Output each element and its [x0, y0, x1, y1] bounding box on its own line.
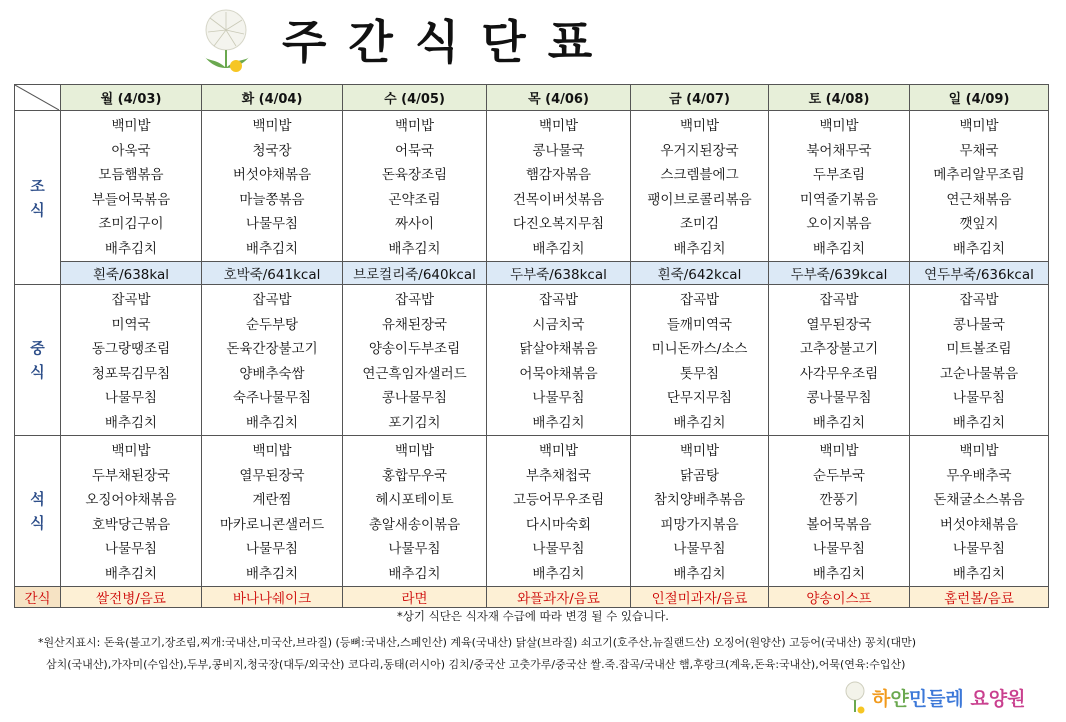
menu-item: 잡곡밥: [959, 292, 999, 308]
menu-item: 버섯야채볶음: [232, 167, 312, 183]
menu-item: 배추김치: [104, 240, 158, 257]
menu-item: 배추김치: [104, 565, 158, 582]
menu-item: 총알새송이볶음: [368, 516, 461, 533]
menu-item: 연근흑임자샐러드: [362, 365, 467, 382]
menu-item: 오징어야채볶음: [85, 492, 177, 508]
menu-item: 배추김치: [532, 565, 585, 582]
menu-item: 모듬햄볶음: [98, 167, 164, 183]
menu-item: 오이지볶음: [806, 216, 872, 232]
menu-item: 배추김치: [388, 240, 441, 257]
menu-item: 백미밥: [819, 443, 859, 459]
breakfast-label-cell: [15, 111, 61, 285]
weekly-menu-table: [14, 84, 1049, 608]
menu-item: 배추김치: [673, 414, 726, 431]
menu-item: 볼어묵볶음: [806, 516, 872, 533]
menu-item: 나물무침: [104, 390, 158, 406]
day-header: 화 (4/04): [202, 85, 343, 111]
dinner-cell: [910, 436, 1049, 587]
header: [0, 0, 1066, 80]
menu-item: 배추김치: [388, 565, 441, 582]
lunch-label-cell: [15, 285, 61, 436]
breakfast-cell: [487, 111, 631, 262]
dinner-label-cell: [15, 436, 61, 587]
menu-item: 순두부탕: [245, 316, 299, 333]
snack-cell: 바나나쉐이크: [202, 587, 343, 608]
menu-item: 동그랑땡조림: [91, 341, 171, 357]
menu-item: 팽이브로콜리볶음: [647, 191, 752, 208]
corner-cell: [15, 85, 61, 111]
menu-item: 백미밥: [111, 443, 151, 459]
menu-item: 배추김치: [245, 565, 299, 582]
day-header: 목 (4/06): [487, 85, 631, 111]
menu-item: 배추김치: [812, 565, 866, 582]
menu-item: 조미김구이: [98, 216, 164, 232]
snack-cell: 와플과자/음료: [487, 587, 631, 608]
porridge-cell: 브로컬리죽/640kcal: [343, 262, 487, 285]
breakfast-cell: [769, 111, 910, 262]
menu-item: 미니돈까스/소스: [651, 341, 748, 357]
menu-item: 부추채첩국: [525, 467, 592, 484]
menu-item: 북어채무국: [806, 142, 872, 159]
menu-item: 열무된장국: [239, 467, 305, 484]
menu-item: 배추김치: [952, 414, 1006, 431]
menu-item: 연근채볶음: [946, 191, 1012, 208]
menu-item: 잡곡밥: [394, 292, 435, 308]
menu-item: 나물무침: [388, 541, 441, 557]
porridge-cell: 호박죽/641kcal: [202, 262, 343, 285]
breakfast-label: 조 식: [30, 176, 45, 219]
snack-cell: 양송이스프: [769, 587, 910, 608]
menu-item: 백미밥: [538, 443, 579, 459]
menu-item: 건목이버섯볶음: [512, 191, 605, 208]
menu-item: 백미밥: [538, 118, 579, 134]
menu-item: 나물무침: [812, 541, 866, 557]
menu-item: 참치양배추볶음: [653, 492, 746, 508]
menu-item: 배추김치: [104, 414, 158, 431]
menu-item: 배추김치: [245, 414, 299, 431]
menu-item: 사각무우조림: [799, 365, 879, 382]
menu-item: 나물무침: [673, 541, 726, 557]
menu-item: 배추김치: [812, 414, 866, 431]
day-header-row: [15, 85, 1049, 111]
menu-item: 백미밥: [959, 443, 999, 459]
menu-item: 미역국: [111, 316, 151, 333]
menu-item: 돈채굴소스볶음: [933, 492, 1025, 508]
menu-item: 백미밥: [819, 118, 859, 134]
menu-item: 배추김치: [812, 240, 866, 257]
menu-item: 배추김치: [952, 565, 1006, 582]
menu-item: 배추김치: [673, 240, 726, 257]
menu-item: 메추리알무조림: [933, 167, 1025, 183]
menu-item: 마카로니콘샐러드: [219, 516, 325, 533]
menu-item: 잡곡밥: [252, 292, 292, 308]
lunch-cell: [631, 285, 769, 436]
menu-item: 배추김치: [532, 414, 585, 431]
menu-item: 배추김치: [673, 565, 726, 582]
page-title: 주간식단표: [282, 15, 615, 69]
menu-item: 백미밥: [394, 118, 435, 134]
menu-item: 우거지된장국: [660, 142, 739, 159]
breakfast-cell: [910, 111, 1049, 262]
dinner-cell: [487, 436, 631, 587]
menu-item: 배추김치: [532, 240, 585, 257]
menu-item: 숙주나물무침: [232, 390, 312, 406]
snack-row: [15, 587, 1049, 608]
menu-item: 아욱국: [111, 142, 151, 159]
day-header: 토 (4/08): [769, 85, 910, 111]
menu-item: 미트볼조림: [946, 341, 1012, 357]
menu-item: 다진오복지무침: [512, 216, 605, 232]
menu-item: 고순나물볶음: [939, 365, 1019, 382]
menu-item: 헤시포테이토: [375, 492, 454, 508]
menu-item: 나물무침: [952, 390, 1006, 406]
porridge-cell: 연두부죽/636kcal: [910, 262, 1049, 285]
menu-item: 양송이두부조림: [368, 341, 461, 357]
dinner-label: 석 식: [30, 490, 45, 532]
breakfast-cell: [202, 111, 343, 262]
menu-item: 부들어묵볶음: [91, 191, 171, 208]
menu-item: 호박당근볶음: [91, 516, 171, 533]
menu-item: 나물무침: [245, 541, 299, 557]
menu-item: 유채된장국: [381, 316, 448, 333]
dinner-row: [15, 436, 1049, 587]
snack-cell: 인절미과자/음료: [631, 587, 769, 608]
porridge-row: [15, 262, 1049, 285]
menu-item: 마늘쫑볶음: [239, 191, 305, 208]
menu-item: 나물무침: [532, 390, 585, 406]
menu-item: 콩나물무침: [381, 390, 448, 406]
menu-item: 나물무침: [104, 541, 158, 557]
menu-item: 무채국: [959, 142, 999, 159]
snack-cell: 라면: [343, 587, 487, 608]
dandelion-small-icon: [840, 680, 870, 714]
menu-item: 무우배추국: [946, 467, 1012, 484]
menu-item: 계란찜: [252, 492, 292, 508]
porridge-cell: 흰죽/642kcal: [631, 262, 769, 285]
menu-item: 백미밥: [959, 118, 999, 134]
brand-name: 하얀민들레 요양원: [872, 688, 1026, 710]
menu-item: 닭곰탕: [679, 467, 720, 484]
porridge-cell: 두부죽/639kcal: [769, 262, 910, 285]
menu-item: 잡곡밥: [538, 292, 579, 308]
menu-item: 배추김치: [952, 240, 1006, 257]
menu-item: 콩나물국: [952, 316, 1006, 333]
diagonal-line: [15, 85, 59, 110]
menu-item: 두부채된장국: [91, 467, 171, 484]
dandelion-icon: [196, 6, 260, 78]
menu-item: 닭살야채볶음: [519, 341, 598, 357]
origin-line-2: 삼치(국내산),가자미(수입산),두부,콩비지,청국장(대두/외국산) 코다리,동태(러시아) 김치/중국산 고춧가루/중국산 쌀.죽.잡곡/국내산 햄,후랑크(계육,돈육:국내산),어묵(연육:수입산): [46, 658, 906, 671]
menu-item: 백미밥: [679, 443, 720, 459]
menu-item: 양배추숙쌈: [239, 365, 305, 382]
dinner-cell: [202, 436, 343, 587]
menu-item: 포기김치: [388, 414, 441, 431]
menu-item: 콩나물국: [532, 142, 585, 159]
menu-item: 백미밥: [252, 118, 292, 134]
menu-item: 단무지무침: [666, 390, 733, 406]
menu-item: 홍합무우국: [381, 467, 448, 484]
snack-cell: 쌀전병/음료: [61, 587, 202, 608]
menu-item: 버섯야채볶음: [939, 516, 1019, 533]
menu-item: 미역줄기볶음: [799, 191, 879, 208]
breakfast-row: [15, 111, 1049, 262]
porridge-cell: 두부죽/638kcal: [487, 262, 631, 285]
menu-item: 순두부국: [812, 467, 866, 484]
menu-item: 나물무침: [245, 216, 299, 232]
menu-item: 깻잎지: [959, 216, 999, 232]
menu-item: 백미밥: [111, 118, 151, 134]
menu-item: 다시마숙회: [525, 516, 592, 533]
menu-item: 백미밥: [252, 443, 292, 459]
menu-item: 톳무침: [679, 365, 720, 382]
dinner-cell: [61, 436, 202, 587]
menu-item: 어묵야채볶음: [519, 365, 598, 382]
menu-item: 햄감자볶음: [525, 167, 592, 183]
snack-cell: 홈런볼/음료: [910, 587, 1049, 608]
menu-item: 두부조림: [812, 167, 866, 183]
porridge-cell: 흰죽/638kal: [61, 262, 202, 285]
origin-notice: [38, 632, 1038, 676]
menu-item: 청포묵김무침: [91, 365, 171, 382]
menu-item: 깐풍기: [819, 492, 859, 508]
snack-label: 간식: [15, 587, 61, 608]
menu-item: 시금치국: [532, 316, 585, 333]
menu-item: 나물무침: [952, 541, 1006, 557]
breakfast-cell: [343, 111, 487, 262]
lunch-cell: [769, 285, 910, 436]
lunch-cell: [910, 285, 1049, 436]
lunch-cell: [487, 285, 631, 436]
menu-item: 고추장불고기: [799, 341, 879, 357]
change-notice: *상기 식단은 식자재 수급에 따라 변경 될 수 있습니다.: [397, 609, 669, 623]
day-header: 일 (4/09): [910, 85, 1049, 111]
menu-item: 돈육장조림: [381, 167, 448, 183]
dinner-cell: [343, 436, 487, 587]
menu-item: 피망가지볶음: [660, 516, 739, 533]
lunch-label: 중 식: [30, 339, 45, 381]
menu-item: 나물무침: [532, 541, 585, 557]
menu-item: 들깨미역국: [666, 316, 733, 333]
lunch-cell: [343, 285, 487, 436]
menu-item: 잡곡밥: [819, 292, 859, 308]
menu-item: 조미김: [679, 216, 720, 232]
menu-item: 배추김치: [245, 240, 299, 257]
menu-item: 곤약조림: [388, 191, 441, 208]
lunch-cell: [61, 285, 202, 436]
breakfast-cell: [631, 111, 769, 262]
menu-item: 고등어무우조림: [512, 492, 605, 508]
menu-item: 잡곡밥: [679, 292, 720, 308]
breakfast-cell: [61, 111, 202, 262]
lunch-cell: [202, 285, 343, 436]
menu-item: 잡곡밥: [111, 292, 151, 308]
day-header: 수 (4/05): [343, 85, 487, 111]
menu-item: 청국장: [252, 142, 292, 159]
day-header: 월 (4/03): [61, 85, 202, 111]
brand-logo: [840, 680, 1026, 716]
menu-item: 열무된장국: [806, 316, 872, 333]
menu-item: 스크렘블에그: [660, 167, 739, 183]
menu-item: 백미밥: [394, 443, 435, 459]
dinner-cell: [769, 436, 910, 587]
origin-line-1: *원산지표시: 돈육(불고기,장조림,찌개:국내산,미국산,브라질) (등뼈:국내산,스페인산) 계육(국내산) 닭살(브라질) 쇠고기(호주산,뉴질랜드산) 오징어(원양산) 고등어(국내산) 꽁치(대만): [38, 636, 917, 649]
lunch-row: [15, 285, 1049, 436]
day-header: 금 (4/07): [631, 85, 769, 111]
menu-item: 백미밥: [679, 118, 720, 134]
menu-item: 어묵국: [394, 142, 435, 159]
menu-item: 짜사이: [394, 216, 435, 232]
dinner-cell: [631, 436, 769, 587]
menu-item: 돈육간장불고기: [226, 341, 318, 357]
menu-item: 콩나물무침: [806, 390, 872, 406]
